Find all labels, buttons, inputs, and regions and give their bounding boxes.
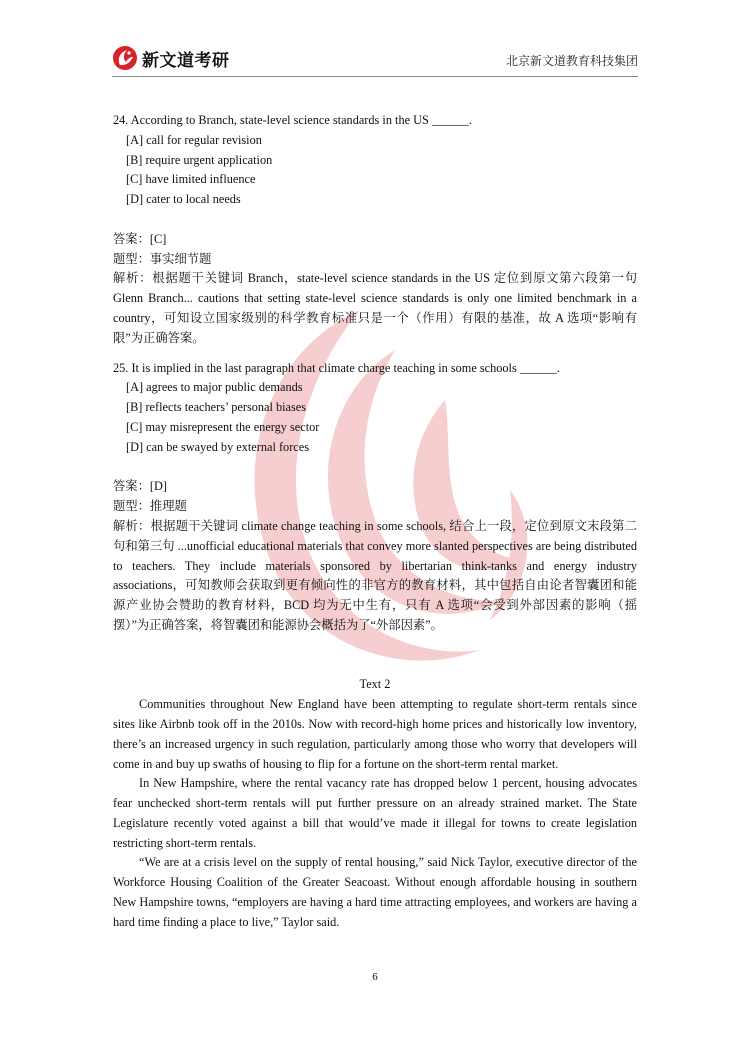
answer: 答案：[C] [113, 231, 167, 246]
option-c: [C] have limited influence [126, 172, 256, 187]
answer-block-24 [113, 230, 637, 349]
passage-paragraph: “We are at a crisis level on the supply of rental housing,” said Nick Taylor, executive director of the Workforce Housing Coalition of the Greater Seacoast. Without enough affordable housing in southern New Hampshire towns, “employers are having a hard time attracting employees, and workers are having a hard time finding a place to live,” Taylor said. [113, 855, 637, 929]
company-name: 北京新文道教育科技集团 [505, 54, 638, 68]
phoenix-logo-icon [112, 45, 138, 71]
answer: 答案：[D] [113, 479, 167, 494]
passage-paragraph: Communities throughout New England have been attempting to regulate short-term rentals since sites like Airbnb took off in the 2010s. Now with record-high home prices and historically low inventory, there’s an increased urgency in such regulation, particularly among those who worry that developers will come in and buy up swaths of housing to flip for a fortune on the short-term rental market. [113, 697, 637, 771]
text-2-passage [113, 675, 637, 932]
option-d: [D] can be swayed by external forces [126, 439, 310, 454]
question-type: 题型：推理题 [113, 499, 187, 514]
brand-logo [112, 44, 230, 72]
question-stem: 25. It is implied in the last paragraph that climate charge teaching in some schools ______. [113, 360, 560, 375]
option-b: [B] require urgent application [126, 152, 273, 167]
logo-text: 新文道考研 [142, 50, 230, 71]
option-d: [D] cater to local needs [126, 192, 241, 207]
option-c: [C] may misrepresent the energy sector [126, 419, 320, 434]
question-type: 题型：事实细节题 [113, 251, 212, 266]
question-stem: 24. According to Branch, state-level science standards in the US ______. [113, 113, 472, 127]
option-a: [A] call for regular revision [126, 132, 262, 147]
question-25 [113, 359, 637, 458]
page-number: 6 [372, 971, 378, 983]
analysis: 解析：根据题干关键词 Branch，state-level science standards in the US 定位到原文第六段第一句 Glenn Branch... cautions that setting state-level science standards is only one limited benchmark in a country，可知设立国家级别的科学教育标准只是一个（作用）有限的基准，故 A 选项“影响有限”为正确答案。 [113, 271, 637, 345]
page-content [113, 111, 637, 933]
option-a: [A] agrees to major public demands [126, 380, 303, 395]
option-b: [B] reflects teachers’ personal biases [126, 400, 307, 415]
passage-title: Text 2 [359, 677, 391, 692]
question-24 [113, 111, 637, 210]
passage-paragraph: In New Hampshire, where the rental vacancy rate has dropped below 1 percent, housing advocates fear unchecked short-term rentals will put further pressure on an already strained market. The State Legislature recently voted against a bill that would’ve made it illegal for towns to create legislation restricting short-term rentals. [113, 776, 637, 850]
answer-block-25 [113, 477, 637, 635]
page-header [112, 40, 638, 77]
analysis: 解析：根据题干关键词 climate change teaching in some schools, 结合上一段，定位到原文末段第二句和第三句 ...unofficial educational materials that convey more slanted perspectives are being distributed to teachers. They include materials sponsored by libertarian think-tanks and energy industry associations，可知教师会获取到更有倾向性的非官方的教育材料，其中包括自由论者智囊团和能源产业协会赞助的教育材料，BCD 均为无中生有，只有 A 选项“会受到外部因素的影响（摇摆）”为正确答案，将智囊团和能源协会概括为了“外部因素”。 [113, 518, 637, 632]
